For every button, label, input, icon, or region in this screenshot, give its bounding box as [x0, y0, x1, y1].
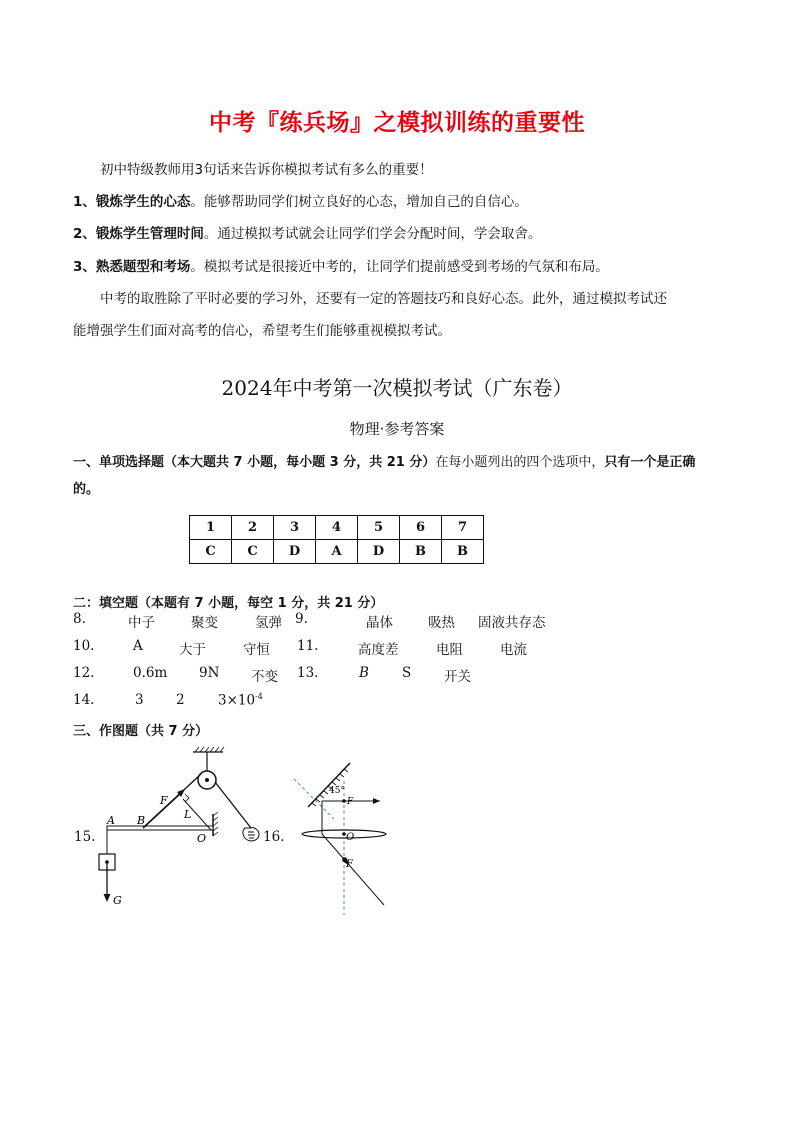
label-b: B — [137, 814, 146, 827]
figure-15-lever-diagram — [85, 744, 275, 914]
section2-heading: 二：填空题（本题有 7 小题，每空 1 分，共 21 分） — [73, 596, 384, 611]
intro-closing-line-1: 中考的取胜除了平时必要的学习外，还要有一定的答题技巧和良好心态。此外，通过模拟考试还 — [100, 291, 667, 307]
fill-number: 8. — [73, 611, 86, 627]
focus-top-point — [342, 799, 346, 803]
fill-number: 14. — [73, 692, 95, 708]
refracted-ray — [322, 834, 384, 905]
section1-heading-bold: 一、单项选择题（本大题共 7 小题，每小题 3 分，共 21 分） — [73, 455, 436, 470]
point-text: 。能够帮助同学们树立良好的心态，增加自己的自信心。 — [190, 194, 528, 210]
label-f-bottom: F — [346, 859, 353, 870]
label-o: O — [346, 832, 355, 843]
fill-answer: B — [359, 665, 369, 681]
fill-answer: 高度差 — [358, 642, 399, 658]
section1-heading-rest: 在每小题列出的四个选项中， — [435, 455, 605, 470]
ceiling-hatching — [195, 747, 224, 752]
answer-table-numbers-row — [190, 516, 484, 540]
fill-answer: 晶体 — [366, 615, 393, 631]
answer-cell: C — [190, 540, 232, 564]
intro-point-3 — [73, 255, 609, 275]
exam-subtitle: 物理·参考答案 — [349, 420, 445, 438]
fill-number: 12. — [73, 665, 95, 681]
question-number: 4 — [316, 516, 358, 540]
point-text: 。通过模拟考试就会让同学们学会分配时间，学会取舍。 — [203, 226, 542, 242]
fill-number: 11. — [297, 638, 319, 654]
fill-answer: 中子 — [128, 615, 155, 631]
answer-table — [189, 515, 484, 564]
figure-16-optics-diagram — [286, 755, 396, 915]
fill-answer: S — [402, 665, 412, 681]
label-g: G — [113, 894, 122, 907]
label-a: A — [107, 814, 115, 827]
figure-16-number: 16. — [263, 829, 285, 845]
fill-answer: 聚变 — [191, 615, 218, 631]
fill-number: 10. — [73, 638, 95, 654]
section1-heading-bold2: 只有一个是正确 — [604, 455, 696, 470]
fill-answer: 9N — [199, 665, 220, 681]
fill-answer: 2 — [176, 692, 185, 708]
label-l: L — [184, 808, 192, 821]
fill-answer: 开关 — [444, 669, 471, 685]
label-o: O — [197, 832, 207, 845]
fill-answer: 固液共存态 — [478, 615, 546, 631]
question-number: 6 — [400, 516, 442, 540]
label-f: F — [160, 794, 168, 807]
label-angle: 45° — [329, 786, 345, 796]
intro-point-2 — [73, 222, 541, 242]
section3-heading: 三、作图题（共 7 分） — [73, 724, 209, 739]
hand-icon — [243, 828, 259, 841]
figure-15-number: 15. — [74, 829, 96, 845]
fill-answer: 电流 — [500, 642, 527, 658]
answer-cell: B — [442, 540, 484, 564]
point-text: 。模拟考试是很接近中考的，让同学们提前感受到考场的气氛和布局。 — [190, 259, 609, 275]
answer-cell: D — [358, 540, 400, 564]
answer-cell: B — [400, 540, 442, 564]
question-number: 1 — [190, 516, 232, 540]
answer-cell: A — [316, 540, 358, 564]
question-number: 2 — [232, 516, 274, 540]
point-label: 1、锻炼学生的心态 — [73, 194, 191, 210]
fill-number: 9. — [295, 611, 308, 627]
fill-answer: A — [133, 638, 143, 654]
question-number: 3 — [274, 516, 316, 540]
answer-table-answers-row — [190, 540, 484, 564]
intro-point-1 — [73, 190, 528, 210]
question-number: 5 — [358, 516, 400, 540]
question-number: 7 — [442, 516, 484, 540]
reflected-ray-arrowhead — [373, 798, 380, 804]
gravity-g-arrowhead — [104, 894, 111, 902]
label-f-top: F — [347, 797, 354, 807]
intro-closing-line-2: 能增强学生们面对高考的信心，希望考生们能够重视模拟考试。 — [73, 323, 451, 339]
fill-answer: 氢弹 — [255, 615, 282, 631]
rope-right — [215, 782, 251, 828]
fill-answer: 0.6m — [133, 665, 168, 681]
exam-title: 2024年中考第一次模拟考试（广东卷） — [221, 376, 573, 400]
fill-answer: 吸热 — [428, 615, 455, 631]
right-angle-mark — [185, 794, 189, 802]
intro-lead: 初中特级教师用3句话来告诉你模拟考试有多么的重要！ — [100, 162, 433, 178]
sci-exponent: -4 — [255, 692, 263, 701]
point-label: 2、锻炼学生管理时间 — [73, 226, 204, 242]
fill-answer: 电阻 — [436, 642, 463, 658]
answer-cell: D — [274, 540, 316, 564]
fill-number: 13. — [297, 665, 319, 681]
point-label: 3、熟悉题型和考场 — [73, 259, 191, 275]
sci-base: 3×10 — [218, 692, 256, 709]
answer-cell: C — [232, 540, 274, 564]
lever-bar — [107, 826, 213, 830]
fill-answer-scientific — [218, 692, 263, 709]
section1-heading-line2: 的。 — [73, 482, 100, 497]
section1-heading — [73, 451, 695, 470]
fill-answer: 守恒 — [243, 642, 270, 658]
pulley-axle — [205, 778, 209, 782]
fill-answer: 不变 — [251, 669, 278, 685]
fill-answer: 3 — [135, 692, 144, 708]
fill-answer: 大于 — [179, 642, 206, 658]
promo-title: 中考『练兵场』之模拟训练的重要性 — [209, 110, 585, 136]
